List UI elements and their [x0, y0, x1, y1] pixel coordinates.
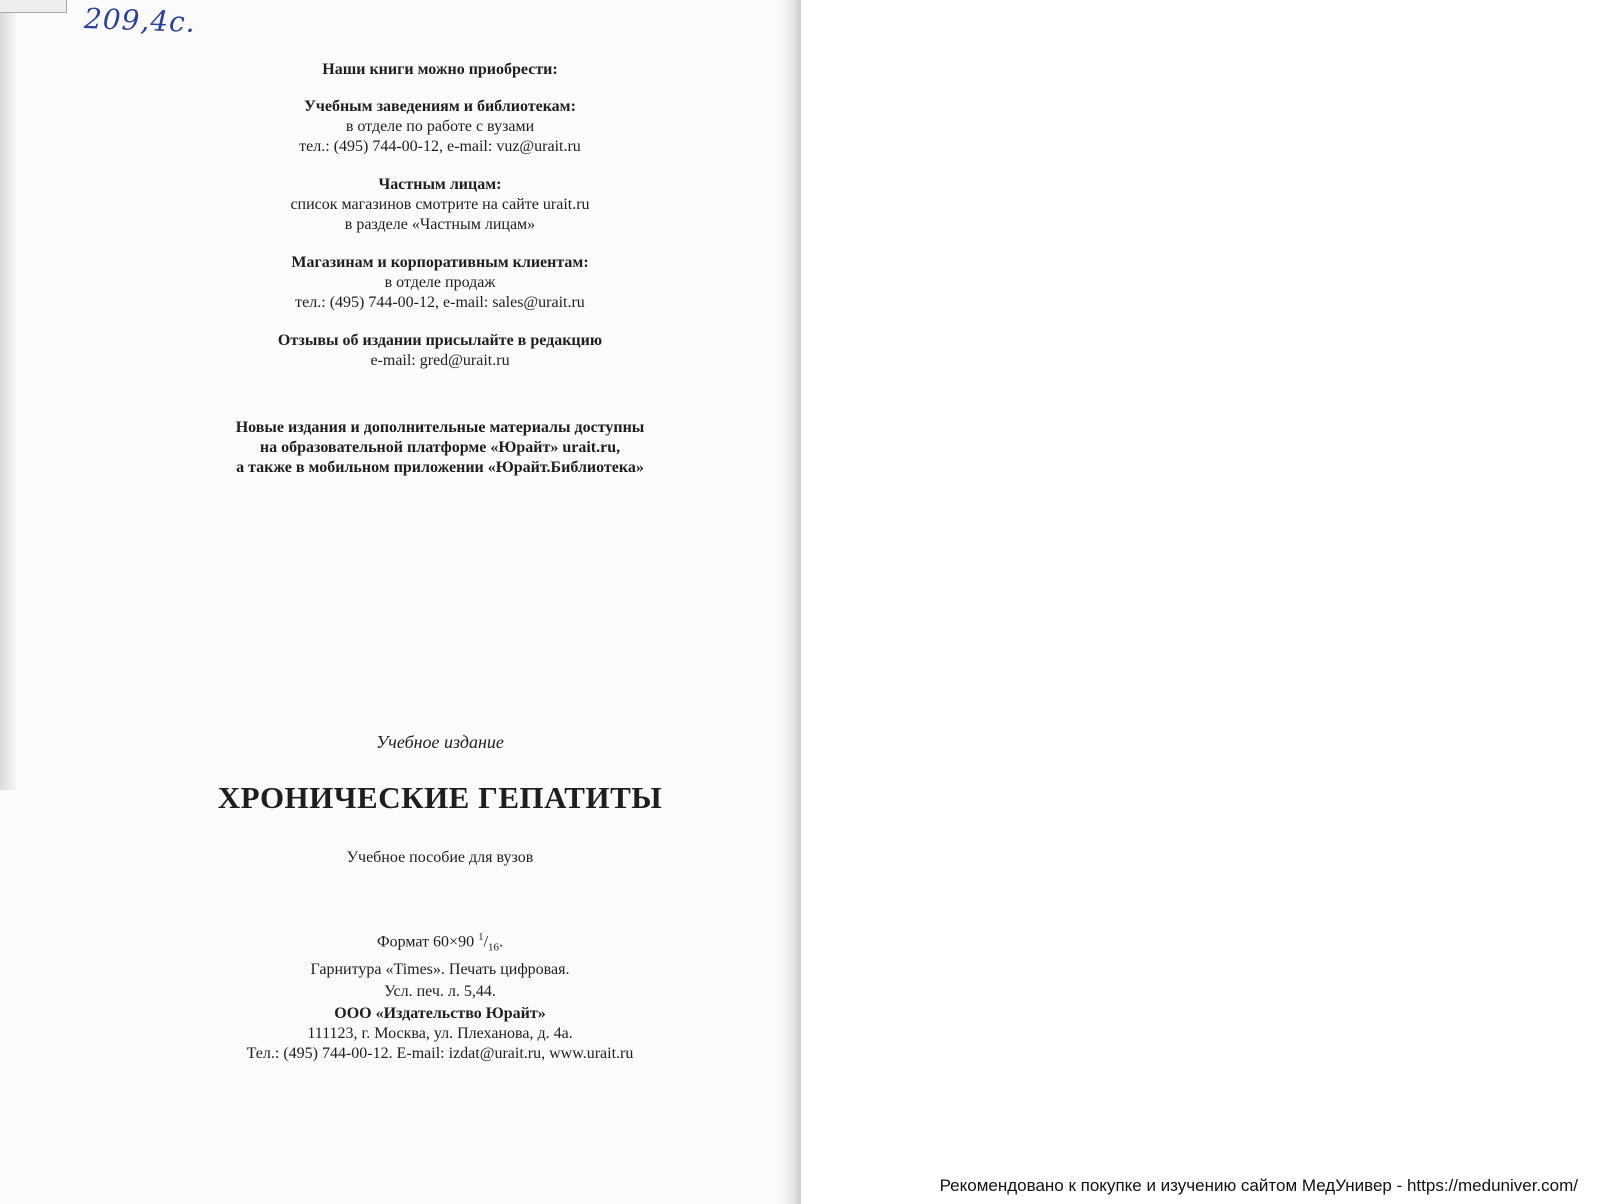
stores-line-2: тел.: (495) 744-00-12, e-mail: sales@urait.ru: [295, 294, 585, 311]
edu-title: Учебным заведениям и библиотекам:: [304, 98, 576, 115]
platform-notice: [190, 418, 690, 478]
page-edge-shadow: [0, 0, 16, 790]
private-line-2: в разделе «Частным лицам»: [344, 216, 536, 233]
private-line-1: список магазинов смотрите на сайте urait.ru: [290, 196, 590, 213]
book-title: ХРОНИЧЕСКИЕ ГЕПАТИТЫ: [217, 780, 663, 815]
feedback-contacts: [200, 331, 680, 371]
print-specs: [200, 926, 680, 1003]
handwritten-page-count: 209,4с.: [83, 2, 197, 39]
feedback-title: Отзывы об издании присылайте в редакцию: [277, 332, 603, 349]
format-prefix: Формат 60×90: [376, 933, 475, 951]
binding-shadow: [780, 0, 800, 1204]
font-line: Гарнитура «Times». Печать цифровая.: [310, 960, 570, 978]
format-denominator: 16: [488, 941, 500, 954]
private-contacts: [200, 175, 680, 235]
platform-line-3: а также в мобильном приложении «Юрайт.Библиотека»: [236, 459, 644, 476]
book-subtitle: Учебное пособие для вузов: [346, 849, 534, 866]
publisher-info: [180, 1004, 700, 1064]
feedback-line-1: e-mail: gred@urait.ru: [370, 352, 510, 369]
edu-line-2: тел.: (495) 744-00-12, e-mail: vuz@urait.ru: [299, 138, 581, 155]
publisher-contacts: Тел.: (495) 744-00-12. E-mail: izdat@urait.ru, www.urait.ru: [246, 1045, 634, 1062]
platform-line-1: Новые издания и дополнительные материалы доступны: [235, 419, 645, 436]
where-to-buy-section: [200, 60, 680, 80]
publisher-address: 111123, г. Москва, ул. Плеханова, д. 4а.: [307, 1025, 573, 1042]
stores-contacts: [200, 253, 680, 313]
edition-type-label: Учебное издание: [376, 732, 504, 752]
stores-line-1: в отделе продаж: [384, 274, 496, 291]
format-line: Формат 60×90 $^1/_{16}$.: [376, 931, 504, 954]
meduniver-recommendation: Рекомендовано к покупке и изучению сайтом МедУнивер - https://meduniver.com/: [939, 1176, 1578, 1195]
platform-line-2: на образовательной платформе «Юрайт» urait.ru,: [259, 439, 621, 456]
where-to-buy-heading: Наши книги можно приобрести:: [322, 61, 558, 78]
stores-title: Магазинам и корпоративным клиентам:: [291, 254, 589, 271]
book-title-block: [180, 780, 700, 816]
book-subtitle-block: [200, 848, 680, 868]
edu-contacts: [200, 97, 680, 157]
private-title: Частным лицам:: [378, 176, 502, 193]
edition-type: [200, 732, 680, 752]
sheets-line: Усл. печ. л. 5,44.: [384, 982, 496, 1000]
format-numerator: 1: [478, 931, 484, 943]
edu-line-1: в отделе по работе с вузами: [345, 118, 535, 135]
page-corner-tab: [0, 0, 67, 13]
publisher-name: ООО «Издательство Юрайт»: [334, 1005, 546, 1022]
